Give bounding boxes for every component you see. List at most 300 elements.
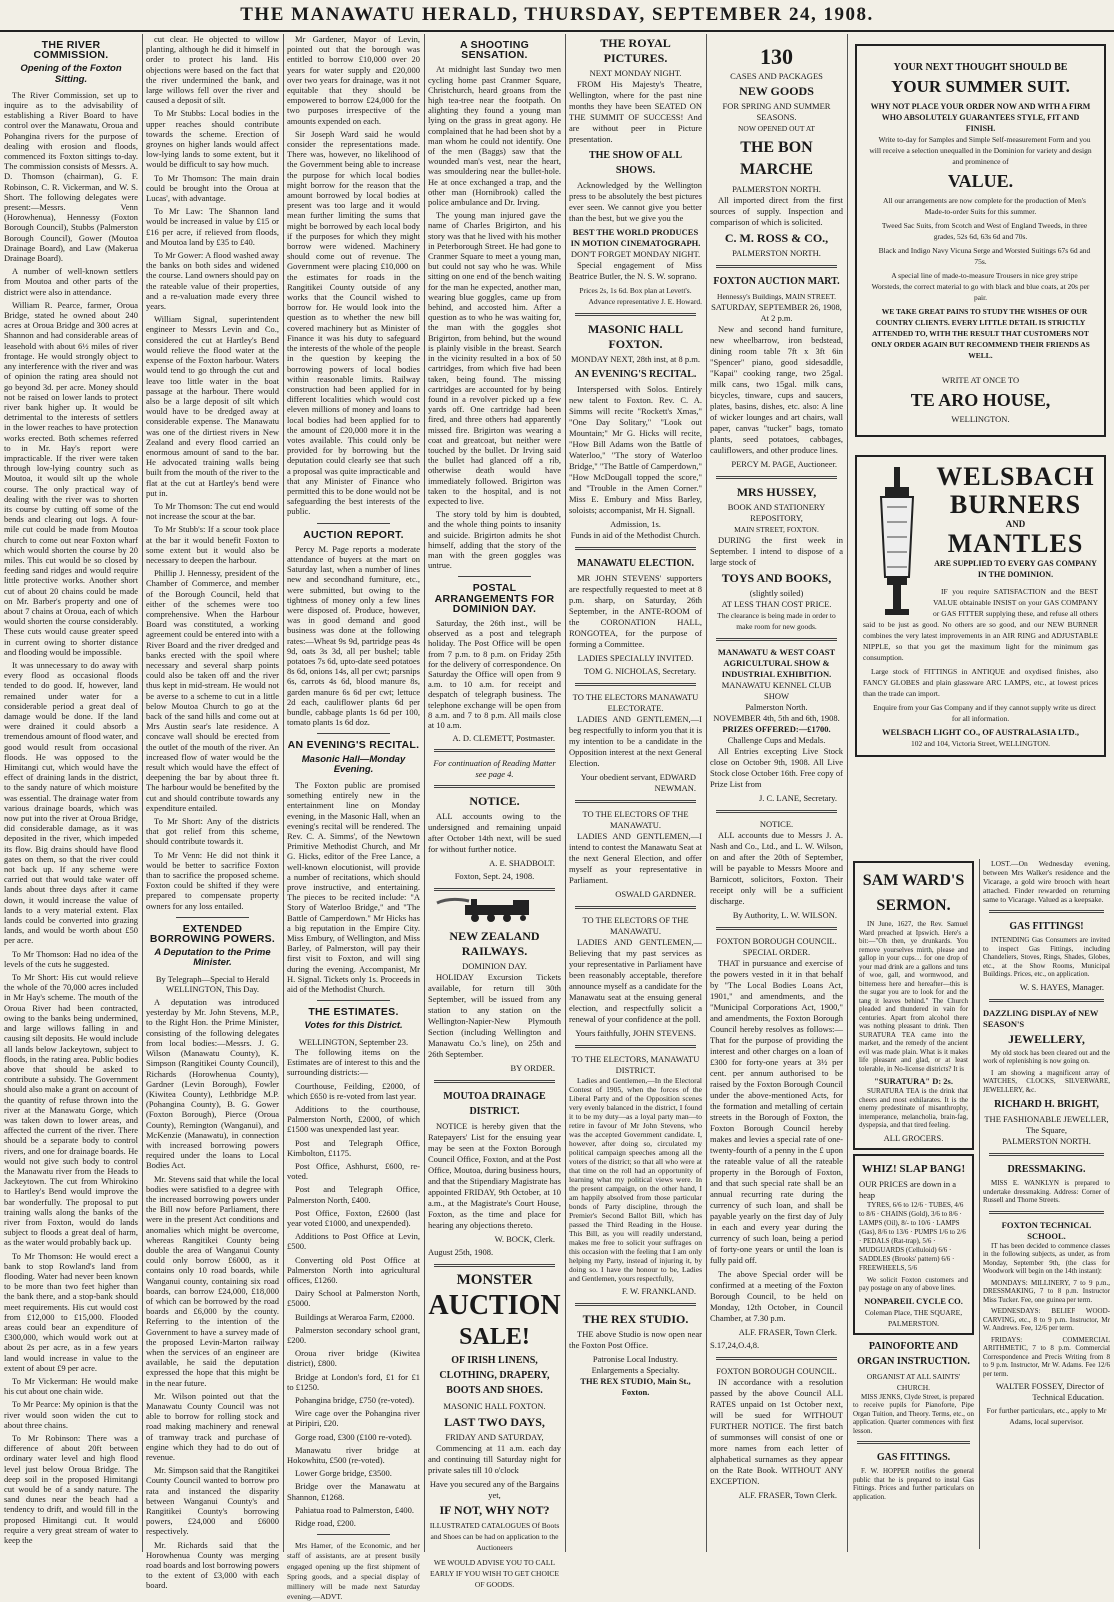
ad-line: BEST THE WORLD PRODUCES IN MOTION CINEMATOGRAPH.	[570, 227, 701, 248]
ad-body: FROM His Majesty's Theatre, Wellington, where for the past nine months they have been SEATED ON THE SUMMIT OF SUCCESS! And are without peer in Picture presentation.	[569, 79, 702, 144]
article-headline: AN EVENING'S RECITAL.	[287, 739, 420, 752]
column-rule	[424, 34, 425, 1552]
ad-line: PALMERSTON NORTH.	[1002, 1136, 1091, 1146]
article-headline: THE ESTIMATES.	[308, 1006, 399, 1019]
estimate-item: Wire cage over the Pohangina river at Piripiri, £20.	[287, 1408, 420, 1429]
paragraph: To Mr Vickerman: He would make his cut about one chain wide.	[4, 1376, 138, 1397]
separator	[317, 733, 390, 734]
moutoa-body: NOTICE is hereby given that the Ratepayers' List for the ensuing year may be seen at the Foxton Borough Council Office, Foxton, and at the Post Office, Moutoa, during business hours, and that the Stipendiary Magistrate has appointed FRIDAY, 9th October, at 10 a.m., at the Magistrate's Court House, Foxton, as the time and place for hearing any objections thereto.	[428, 1121, 561, 1231]
ad-line: TOYS AND BOOKS,	[721, 571, 832, 585]
dressmaking-ad	[983, 1162, 1110, 1205]
separator	[716, 927, 837, 930]
ad-body: IN June, 1627, the Rev. Samuel Ward preached at Ipswich. Here's a bit:—"Oh then, ye drunkards. You remove yourselves mirth, please and gallop in your cups… for one drop of your mad drink are a gallons and tuns of woe, gall, and wormwood, and bitterness here and hereafter—this is the sugar you are to look for and the tang it leaves behind." The Church pleaded and thundered in vain for centuries. Apart from alcohol there was nothing pleasant to drink. Then SURATURA TEA came into the market, and the remedy of the ancient evil was made plain. What is it makes life pleasant and glad, or at least tolerable, in No-license districts? It is	[859, 920, 968, 1073]
ad-line: LADIES SPECIALLY INVITED.	[577, 653, 694, 663]
ad-title: FOXTON AUCTION MART.	[713, 276, 840, 287]
ad-body: Write to-day for Samples and Simple Self-measurement Form and you will receive a selection unequalled in the Dominion for variety and design and prominence of	[869, 135, 1092, 166]
ad-body: Ladies and Gentlemen,—In the Electoral Contest of 1905, when the forces of the Liberal Party and of the Opposition scenes very evenly balanced in the district, I found it to be my duty—as a loyal party man—to retire in favour of Mr John Stevens, who was the accepted Government candidate. I, however, after doing so, circulated my political campaign speeches among all the voters of the district; so that all who were at that time on the roll had an opportunity of learning what my political views were. In the present campaign, on the other hand, I am happily absolved from those particular bonds of Party discipline, through the Premier's Second Ballot Bill, which has passed the Third Reading in the House. This Bill, as you will readily understand, makes me free to solicit your suffrages on this occasion with the feeling that I am only helping my Party, instead of injuring it, by doing so. I have the honour to be, Ladies and Gentlemen, yours respectfully,	[569, 1076, 702, 1283]
bon-marche-ad	[710, 46, 843, 259]
article-headline: A SHOOTING SENSATION.	[459, 39, 530, 62]
ad-body: MISS E. WANKLYN is prepared to undertake dressmaking. Address: Corner of Russell and Thorne Streets.	[983, 1179, 1110, 1204]
estimate-item: Pahiatua road to Palmerston, £400.	[295, 1504, 414, 1515]
ad-body: ALL accounts due to Messrs J. A. Nash and Co., Ltd., and L. W. Wilson, on and after the 20th of September, will be payable to Messrs Moore and Barnicott, solicitors, Foxton. Their receipt only will be a sufficient discharge.	[710, 830, 843, 906]
auction-line: IF NOT, WHY NOT?	[439, 1503, 550, 1518]
column-4	[428, 34, 561, 1590]
ad-body: MONDAYS: MILLINERY, 7 to 9 p.m., DRESSMAKING, 7 to 8 p.m. Instructor Miss Tucker. Fee, one guinea per term.	[983, 1278, 1110, 1304]
paragraph: Sir Joseph Ward said he would consider the representations made. There was, however, no likelihood of the Government being able to increase the purpose for which local bodies might borrow for the reason that the amount borrowed by local bodies at present was too large and it would mean further limiting the sums that might be borrowed by each local body if the purposes for which they might borrow were widened. Machinery should come out of revenue. The Government were placing £10,000 on the estimates for roads in the Rangitikei County outside of any works that the Council wished to borrow for. He would look into the question as to whether the new bill covered machinery but as Minister of Finance it was his duty to safeguard the interests of the whole of the people in the question by keeping the borrowing powers of local bodies within reasonable limits. Railway construction had been applied for in different localities which would cost eleven millions of money and loans to local bodies had been applied for to the amount of £20,000 more it in the votes available. This could only be provided for by borrowing but the deputation could clearly see that such a proposal was quite impracticable and that any Minister of Finance who permitted this to be done would not be safeguarding the best interests of the public.	[287, 128, 420, 517]
signature: W. S. HAYES, Manager.	[1019, 981, 1104, 992]
estimate-item: Post and Telegraph Office, Kimbolton, £1175.	[287, 1137, 420, 1158]
electors-ad	[569, 809, 702, 900]
ad-line: THE REX STUDIO, Main St., Foxton.	[580, 1376, 691, 1397]
paragraph: To Mr Law: The Shannon land would be increased in value by £15 or £16 per acre, if relieved from floods, and Moutoa land by £35 to £40.	[146, 206, 279, 247]
separator	[575, 1303, 696, 1306]
ad-line: Hennessy's Buildings, MAIN STREET.	[717, 292, 836, 301]
estimate-item: Gorge road, £300 (£100 re-voted).	[295, 1431, 412, 1442]
masthead: THE MANAWATU HERALD, THURSDAY, SEPTEMBER 24, 1908.	[0, 0, 1114, 32]
separator	[434, 888, 555, 891]
piano-ad	[853, 1339, 974, 1436]
estimate-item: Manawatu river bridge at Hokowhitu, £500 (re-voted).	[287, 1444, 420, 1465]
gas-ad	[983, 919, 1110, 993]
article-subhead: Votes for this District.	[304, 1020, 403, 1032]
electors-ad	[569, 1054, 702, 1297]
estimate-item: Oroua river bridge (Kiwitea district), £800.	[287, 1348, 420, 1369]
paragraph: A number of well-known settlers from Moutoa and other parts of the district were also in attendance.	[4, 266, 138, 297]
ad-line: RICHARD H. BRIGHT,	[994, 1099, 1099, 1110]
ad-line: GAS FITTINGS!	[1009, 921, 1084, 932]
separator	[575, 547, 696, 550]
ad-title: TO THE ELECTORS OF THE MANAWATU.	[582, 809, 689, 830]
ad-line: MANTLES	[947, 529, 1084, 558]
signature: WALTER FOSSEY, Director of Technical Education.	[995, 1381, 1104, 1402]
show-ad	[710, 647, 843, 804]
dateline-place: WELLINGTON, September 23.	[298, 1036, 409, 1047]
ad-line: DON'T FORGET MONDAY NIGHT.	[570, 249, 701, 259]
ad-line: NEW GOODS	[739, 84, 814, 98]
ad-body: LADIES AND GENTLEMEN,—Believing that my past services as your representative in Parliament have been reasonably acceptable, therefore announce myself as a candidate for the Manawatu seat at the ensuing general election, and respectfully solicit a renewal of your confidence at the poll.	[569, 937, 702, 1024]
ad-line: Coleman Place, THE SQUARE, PALMERSTON.	[864, 1307, 963, 1328]
paragraph: To Mr Short: Any of the districts that got relief from this scheme, should contribute towards it.	[146, 816, 279, 847]
estimate-item: Converting old Post Office at Palmerston North into agricultural offices, £1260.	[287, 1254, 420, 1285]
ad-line: Enlargements a Specialty.	[591, 1365, 680, 1375]
estimate-item: Lower Gorge bridge, £3500.	[295, 1468, 392, 1479]
signature: By Authority, L. W. WILSON.	[732, 910, 837, 920]
railway-body: HOLIDAY Excursion Tickets available, for return till 30th September, will be issued from any station to any station on the Wellington-Napier-New Plymouth Section (including Wellington and Manawatu Co.'s line), on 25th and 26th September.	[428, 972, 561, 1060]
auction-line: AUCTION	[428, 1290, 561, 1322]
signature: OSWALD GARDNER.	[615, 889, 696, 899]
electors-ad	[569, 692, 702, 794]
auction-line: SALE!	[459, 1324, 530, 1351]
paragraph: At midnight last Sunday two men cycling home past Cranmer Square, Christchurch, heard groans from the high tea-tree near the footpath. On alighting they found a young man lying on the grass in great agony. He complained that he had been shot by a man whom he could not identify. One of the men (Baggs) saw that the wounded man's vest, near the heart, was smouldering near the bullet-hole. He at once exchanged a trap, and the other man (Hornibrook) called the police ambulance and Dr. Irving.	[428, 64, 561, 208]
paragraph: The young man injured gave the name of Charles Brigirton, and his story was that he lived with his mother in Peterborough Street. He had gone to Cranmer Square to meet a young man, but could not say who he was. While sitting on one end of the bench waiting for the man he expected, another man, wearing blue goggles, came up from behind, and accosted him. After a question as to who he was waiting for, the man with the goggles shot Brigirton, from behind, but the wound is plainly visible in the breast. Search in the vicinity resulted in a box of 50 cartridges, from which five had been taken, being found. The missing cartridges are accounted for by being found in a revolver picked up a few yards off. One cartridge had been fired, and three others had apparently missed fire. Brigirton was wearing a coat and greatcoat, but neither were touched by the bullet. Dr Irving said the bullet had glanced off a rib, otherwise death would have immediately followed. Brigirton was taken to the hospital, and is not expected to live.	[428, 210, 561, 506]
ad-line: "SURATURA" D: 2s.	[874, 1076, 953, 1086]
lost-notice: LOST.—On Wednesday evening, between Mrs Walker's residence and the Vicarage, a gold wire brooch with heart attached. Finder rewarded on returning same to Vicarage. Valued as a keepsake.	[983, 859, 1110, 904]
royal-pictures-ad	[569, 36, 702, 307]
ad-line: THE BON MARCHE	[740, 139, 813, 178]
ad-body: I am showing a magnificent array of WATCHES, CLOCKS, SILVERWARE, JEWELLERY, &c.	[983, 1068, 1110, 1094]
paragraph: To Mr Pearce: My opinion is that the river would soon widen the cut to about three chains.	[4, 1399, 138, 1430]
auction-line: Have you secured any of the Bargains yet,	[429, 1479, 560, 1501]
auction-ad	[428, 1273, 561, 1590]
ad-title: THE REX STUDIO.	[582, 1312, 689, 1326]
ad-line: SATURDAY, SEPTEMBER 26, 1908, At 2 p.m.	[711, 302, 842, 323]
ad-line: S.17,24,O.4,8.	[710, 1340, 760, 1350]
signature: TOM G. NICHOLAS, Secretary.	[583, 666, 696, 676]
ad-body: New and second hand furniture, new wheelbarrow, iron bedstead, dining room table 7ft x 3ft 6in "Spencer" piano, good sidesaddle, "Kapai" cooking range, two 25gal. milk cans, two 15gal. milk cans, bicycles, tinware, cups and saucers, plates, basins, dishes, etc. also: A line of wicker lounges and art chairs, wall paper, canvas "tucker" bags, tomato plants, seed potatoes, cabbages, cauliflowers, and other produce lines.	[710, 324, 843, 455]
paragraph: To Mr Short: His cut would relieve the whole of the 70,000 acres included in Mr Hay's scheme. The mouth of the Oroua River had been contracted, owing to the banks being undermined, and large willows falling in and causing silt deposits. He would include all lands below Jackeytown, subject to floods, in the rating area. Public bodies above that should be asked to contribute a subsidy. The Government should also make a grant on account of the quantity of refuse thrown into the river at the Manawatu Gorge, which was taken down to lower areas, and affected the current of the river. There should be a separate body to control rivers, and one for drainage boards. He would not give such body to control the Manawatu river from the Heads to Jackeytown. The cut from Whirokino to Hartley's Bend would improve the bar wonderfully. The proposal to put training walls along the banks of the river from Foxton, would do lands subject to floods a great deal of harm, as the water would probably back up.	[4, 972, 138, 1248]
moutoa-date: August 25th, 1908.	[428, 1247, 494, 1258]
railway-ad	[428, 929, 561, 1074]
ad-body: Black and Indigo Navy Vicuna Serge and Worsted Suitings 67s 6d and 75s.	[878, 246, 1091, 266]
ad-line: 130	[760, 44, 793, 69]
railway-title: NEW ZEALAND RAILWAYS.	[449, 929, 540, 959]
ad-body: F. W. HOPPER notifies the general public that he is prepared to instal Gas Fittings. Prices and further particulars on application.	[853, 1467, 974, 1501]
paragraph: To Mr Thomson: He would erect a bank to stop Rowland's land from flooding. Water had never been known to be more than two feet higher than the bank there, and a stop-bank should meet requirements. His cut would cost from £12,000 to £15,000. Flooded areas could bear an expenditure of £300,000, which would work out at about 2s per acre, as in a few years land would increase in value to the extent of about £9 per acre.	[4, 1250, 138, 1373]
railway-engine-icon	[428, 897, 561, 925]
paragraph: Mr. Wilson pointed out that the Manawatu County Council was not able to borrow for rolling stock and road making machinery and renewal of tramway track and purchase of engine which they had to do out of revenue.	[146, 1390, 279, 1463]
ad-body: Interspersed with Solos. Entirely new talent to Foxton. Rev. C. A. Simms will recite "Rockett's Xmas," "One Day Solitary," "Look out Mountain;" Mr G. Hicks will recite, "How Bill Adams won the Battle of Waterloo," "The story of Waterloo Bridge," "The Battle of Camperdown," "How McDougall topped the score," and "Trouble in the Amen Corner." Miss E. Embury and Miss Barley, soloists; accompanist, Mr H. Signall.	[569, 384, 702, 515]
paragraph: William Signal, superintendent engineer to Messrs Levin and Co., considered the cut at Hartley's Bend would relieve the flood water at the expense of the Foxton harbour. Waters would tend to go through the cut and leave too little water in the boat passage at the harbour. There would also be a large deposit of silt which would have to be dredged away at considerable expense. The Manawatu was one of the dirtiest rivers in New Zealand and every flood carried an enormous amount of sand to the bar. He advocated training walls being built from the mouth of the river to the flat at the cut at Hartley's bend were put in.	[146, 314, 279, 498]
ad-line: MAIN STREET, FOXTON.	[734, 525, 819, 534]
ad-line: BURNERS	[949, 490, 1082, 519]
paragraph: The following items on the Estimates are of interest to this and the surrounding districts:—	[287, 1046, 420, 1078]
ad-line: NONPAREIL CYCLE CO.	[864, 1295, 963, 1306]
ad-line: C. M. ROSS & CO.,	[724, 231, 829, 245]
ad-body: LADIES AND GENTLEMEN,—I intend to contest the Manawatu Seat at the next General Election, and offer myself as your representative in Parliament.	[569, 831, 702, 885]
ad-line: AT LESS THAN COST PRICE.	[721, 599, 832, 609]
paragraph: It was unnecessary to do away with every flood as occasional floods tended to do good. If, however, land remained under water for a considerable period a great deal of damage would be done. If the land were drained it could absorb a tremendous amount of flood water, and good would result from occasional floods. He was opposed to the Himitangi cut, which would have the effect of draining lands in the district, to the sandy nature of which moisture was essential. The drainage water from various drainage boards, which was now put into the river at Oroua Bridge, did considerable damage, as it was deposited in the river, which impeded its flow. Big drains should have flood gates on them, so that the river could not back up. If any scheme were carried out that would take water off lands about three days after it came down, it would increase the value of lands to a very material extent. Flax lands could be converted into grazing lands, and would be worth about £50 per acre.	[4, 659, 138, 946]
welsbach-ad	[855, 455, 1106, 757]
ad-body: WE TAKE GREAT PAINS TO STUDY THE WISHES OF OUR COUNTRY CLIENTS. EVERY LITTLE DETAIL IS STRICTLY ATTENDED TO, WITH THE RESULT THAT CUSTOMERS NOT ONLY ORDER AGAIN BUT RECOMMEND THEIR FRIENDS AS WELL.	[871, 307, 1090, 360]
ad-line: WELSBACH LIGHT CO., OF AUSTRALASIA LTD.,	[882, 727, 1079, 737]
paragraph: cut clear. He objected to willow planting, although he did it himself in order to protect his land. His objections were based on the fact that the river undermined the bank, and large willows fell over the river and caused a deposit of silt.	[146, 34, 279, 106]
auction-line: MONSTER	[456, 1272, 533, 1289]
ad-line: THE FASHIONABLE JEWELLER,	[984, 1114, 1109, 1124]
separator	[989, 910, 1104, 913]
ad-title: TO THE ELECTORS, MANAWATU DISTRICT.	[571, 1054, 700, 1075]
ad-body: Enquire from your Gas Company and if they cannot supply write us direct for all information.	[873, 703, 1096, 723]
ad-title: THE ROYAL PICTURES.	[600, 36, 671, 65]
column-3	[287, 34, 420, 1602]
separator	[317, 1000, 390, 1001]
estimate-item: Palmerston secondary school grant, £200.	[287, 1324, 420, 1345]
column-rule	[979, 859, 980, 1549]
article-headline: EXTENDED BORROWING POWERS.	[149, 922, 276, 946]
estimate-item: Pohangina bridge, £750 (re-voted).	[295, 1394, 415, 1405]
ad-line: (slightly soiled)	[749, 588, 804, 598]
ad-line: The clearance is being made in order to make room for new goods.	[717, 611, 836, 631]
dateline-place: WELLINGTON, This Day.	[165, 983, 260, 994]
ad-body: IN accordance with a resolution passed by the above Council ALL RATES unpaid on 1st October next, will be sued for WITHOUT FURTHER NOTICE. The first batch of summonses will consist of one or more names from each letter of alphabetical surnames as they appear on the Rate Book. WITHOUT ANY EXCEPTION.	[710, 1377, 843, 1486]
article-subhead: Masonic Hall—Monday Evening.	[301, 753, 406, 775]
ad-line: Palmerston North.	[745, 702, 808, 712]
ad-line: MANAWATU KENNEL CLUB SHOW	[721, 680, 832, 701]
paragraph: Mr Gardener, Mayor of Levin, pointed out that the borough was entitled to borrow £10,000 over 20 years for water supply and £20,000 over two years for drainage, was it not equitable that they should be empowered to borrow £24,000 for the two purposes irrespective of the amounts expended on each.	[287, 34, 420, 126]
estimate-item: Ridge road, £200.	[295, 1518, 356, 1529]
signature: A. D. CLEMETT, Postmaster.	[452, 733, 555, 744]
rex-studio-ad	[569, 1312, 702, 1398]
ad-line: THE SHOW OF ALL SHOWS.	[588, 150, 683, 176]
paragraph: William R. Pearce, farmer, Oroua Bridge, stated he owned about 240 acres at Oroua Bridge and 300 acres at Shannon and had considerable areas of leasehold with about 6½ miles of river frontage. He would strongly object to any interference with the river and was of opinion the rating area should not go beyond 3d. per acre. Money should not be raised on lower lands to protect river bank higher up. It would be detrimental to the interests of settlers in the lower reaches to have protection works erected. Both schemes referred to in Mr. Hay's report were impracticable. If the river were taken through low-lying country such as Moutoa, it would silt up the whole course. The only practical way of dealing with the river was to shorten its course by cutting off some of the bends and clearing out logs. A four-mile cut could be made from Moutoa church to come out near Foxton wharf which would shorten the course by 20 miles. This cut would be so closed by feeding sand ridges and would require little protective works. Another short cut of about 20 chains could be made on Mr. Barber's property and one of about 7 chains at Oroua, each of which would shorten the course considerably. These cuts would cause greater speed in current owing to shorter distance and flooding would be impossible.	[4, 299, 138, 657]
ad-line: Advance representative J. E. Howard.	[588, 297, 702, 306]
ad-body: DURING the first week in September. I intend to dispose of a large stock of	[710, 535, 843, 567]
paragraph: Saturday, the 26th inst., will be observed as a post and telegraph holiday. The Post Office will be open from 7 p.m. to 8 p.m. on Friday 25th for the delivery of correspondence. On Saturday the Office will open from 9 a.m. to 10 a.m. for receipt and despatch of telegraph business. The telephone exchange will be open from 8 a.m. and 7 to 8 p.m. All mails close at 10 a.m.	[428, 617, 561, 730]
column-rule	[706, 34, 707, 1552]
gas-lamp-icon	[867, 467, 927, 617]
ad-body: Special engagement of Miss Beatrice Butler, the N. S. W. soprano.	[569, 260, 702, 281]
auction-line: ILLUSTRATED CATALOGUES Of Boots and Shoes can be had on application to the Auctioneers	[429, 1521, 560, 1553]
separator	[575, 906, 696, 909]
ad-body: The above Special order will be confirmed at a meeting of the Foxton Borough Council, to be held on Monday, 12th October, in Council Chamber, at 7.30 p.m.	[710, 1269, 843, 1323]
separator	[434, 785, 555, 788]
ad-line: FOXTON TECHNICAL SCHOOL.	[1001, 1219, 1092, 1241]
column-7a	[851, 859, 976, 1505]
separator	[575, 800, 696, 803]
ad-line: ORGANIST AT ALL SAINTS' CHURCH.	[866, 1371, 961, 1392]
signature: PERCY M. PAGE, Auctioneer.	[731, 459, 837, 469]
notice-ad	[428, 794, 561, 882]
ad-line: SAM WARD'S	[862, 872, 965, 889]
ad-line: Patronise Local Industry.	[592, 1354, 679, 1364]
ad-line: VALUE.	[947, 171, 1014, 191]
column-2	[146, 34, 279, 1591]
ad-line: YOUR NEXT THOUGHT SHOULD BE	[893, 62, 1068, 73]
ad-line: PALMERSTON NORTH.	[732, 248, 821, 258]
ad-line: OUR PRICES are down in a heap	[859, 1178, 957, 1200]
ad-line: YOUR SUMMER SUIT.	[891, 77, 1070, 96]
notice-body: ALL accounts owing to the undersigned and remaining unpaid after October 14th next, will be sued for without further notice.	[428, 810, 561, 854]
paragraph: To Mr Stubb's: If a scour took place at the bar it would benefit Foxton to some extent but it would also be necessary to deepen the harbour.	[146, 524, 279, 565]
ad-line: AND	[1005, 519, 1026, 529]
ad-body: IT has been decided to commence classes in the following subjects, as under, as from Monday, September 9th, (the class for Woodwork will begin on the 14th instant):	[983, 1241, 1110, 1275]
signature: Your obedient servant, EDWARD NEWMAN.	[580, 772, 696, 793]
column-5	[569, 34, 702, 1552]
paragraph: To Mr Venn: He did not think it would be better to sacrifice Foxton than to sacrifice the proposed scheme. Foxton could be shifted if they were prepared to compensate property owners for any loss entailed.	[146, 849, 279, 911]
auction-line: LAST TWO DAYS,	[444, 1415, 545, 1430]
ad-body: All imported direct from the first sources of supply. Inspection and comparison of which is solicited.	[710, 195, 843, 227]
auction-mart-ad	[710, 274, 843, 470]
ad-line: TE ARO HOUSE,	[910, 390, 1051, 410]
hussey-ad	[710, 485, 843, 632]
ad-body: WEDNESDAYS: BELIEF WOOD-CARVING, etc., 8 to 9 p.m. Instructor, Mr W. Andrews. Fee, 12/6 per term.	[983, 1307, 1110, 1332]
ad-title: NOTICE.	[759, 819, 794, 829]
separator	[989, 1211, 1104, 1214]
separator	[716, 638, 837, 641]
notice-ad	[710, 819, 843, 921]
signature: BY ORDER.	[510, 1063, 555, 1074]
article-subhead: Opening of the Foxton Sitting.	[20, 63, 122, 85]
notice-title: NOTICE.	[469, 793, 520, 808]
estimate-item: Courthouse, Feilding, £2000, of which £650 is re-voted from last year.	[287, 1080, 420, 1101]
separator	[575, 313, 696, 316]
electors-ad	[569, 915, 702, 1039]
estimate-item: Bridge at London's ford, £1 for £1 to £1250.	[287, 1371, 420, 1392]
article-headline: THE RIVER COMMISSION.	[33, 39, 109, 62]
ad-line: MONDAY NEXT, 28th inst, at 8 p.m.	[570, 354, 701, 364]
ad-line: ALL GROCERS.	[883, 1132, 944, 1143]
ad-body: My old stock has been cleared out and the work of replenishing is now going on.	[983, 1048, 1110, 1065]
estimate-item: Additions to Post Office at Levin, £500.	[287, 1231, 420, 1252]
estimate-item: Bridge over the Manawatu at Shannon, £1268.	[287, 1481, 420, 1502]
signature: W. BOCK, Clerk.	[494, 1234, 555, 1245]
paragraph: The River Commission, set up to inquire as to the advisability of establishing a River Board to have control over the Manawatu, Oroua and Pohangina rivers for the purpose of dealing with erosion and floods, commenced its Foxton sittings to-day. The commission consists of Messrs. A. D. Thomson (chairman), G. F. Robinson, C. R. Vickerman, and W. S. Short. The following delegates were present:—Messrs. Venn (Horowhenua), Hennessy (Foxton Borough Council), Stubbs (Palmerston Borough Council), Gower (Moutoa Drainage Board), and Law (Makerua Drainage Board).	[4, 89, 138, 264]
paragraph: Percy M. Page reports a moderate attendance of buyers at the mart on Saturday last, when a number of lines new and secondhand furniture, etc., were submitted, but owing to the tightness of money only a few lines were disposed of. Produce, however, was in good demand and good business was done at the following rates:—Wheat 9s 9d, partridge peas 4s 9d, oats 3s 3d, all per bushel; table potatoes 7s 6d, upto-date seed potatoes 8s 6d, onions 14s, all per cwt; parsnips 6s, carrots 4s 6d, blood manure 8s, garden manure 6s 6d per cwt; lettuce 2d each, cauliflower plants 6d per bundle, cabbage plants 1s 6d per 100, tomato plants 1s 6d doz.	[287, 543, 420, 728]
separator	[989, 1153, 1104, 1156]
ad-title: TO THE ELECTORS OF THE MANAWATU.	[582, 915, 689, 936]
ad-title: MRS HUSSEY,	[736, 485, 817, 499]
column-rule	[565, 34, 566, 1552]
auction-line: OF IRISH LINENS, CLOTHING, DRAPERY, BOOTS AND SHOES.	[439, 1355, 550, 1397]
ad-body: All our arrangements are now complete for the production of Men's Made-to-order Suits for this summer.	[883, 196, 1086, 216]
paragraph: To Mr Thomson: Had no idea of the levels of the cuts he suggested.	[4, 948, 138, 969]
signature: A. E. SHADBOLT.	[489, 857, 555, 868]
jeweller-ad	[983, 1008, 1110, 1148]
sam-ward-ad	[853, 861, 974, 1150]
paragraph: Mr. Richards said that the Horowhenua County was merging road boards and lost borrowing powers to the extent of £3,000 with each board.	[146, 1539, 279, 1591]
ad-subtitle: NEXT MONDAY NIGHT.	[589, 68, 682, 78]
advertorial: Mrs Hamer, of the Economic, and her staff of assistants, are at present busily engaged opening up the first shipment of Spring goods, and a special display of millinery will be made next Saturday evening.—ADVT.	[287, 1541, 420, 1602]
paragraph: A deputation was introduced yesterday by Mr. John Stevens, M.P., to the Right Hon. the Prime Minister, consisting of the following delegates from local bodies:—Messrs. J. G. Wilson (Manawatu County), K. Simpson (Rangitikei County Council), Richards (Horowhenua County), Gardner (Levin Borough), Fowler (Kiwitea County), Lethbridge M.P. (Pohangina County), B. G. Gower (Foxton Borough), Pierce (Oroua County), Remington (Wanganui), and McKenzie (Manawatu), in connection with increased borrowing powers required under the loans to Local Bodies Act.	[146, 997, 279, 1171]
ad-line: WHIZ! SLAP BANG!	[861, 1162, 966, 1175]
ad-title: FOXTON BOROUGH COUNCIL.	[716, 1366, 837, 1376]
column-rule	[847, 34, 848, 1552]
separator	[317, 1534, 390, 1535]
ad-body: MISS JENKS, Clyde Street, is prepared to receive pupils for Pianoforte, Pipe Organ Tuition, and Theory. Terms, etc., on application. Quarter commences with first lesson.	[853, 1392, 974, 1435]
ad-body: All Entries excepting Live Stock close on October 9th, 1908. All Live Stock close October 16th. Free copy of Prize List from	[710, 746, 843, 789]
ad-line: DRESSMAKING.	[1007, 1164, 1086, 1175]
ad-line: NOVEMBER 4th, 5th and 6th, 1908.	[713, 713, 840, 723]
ad-body: We solicit Foxton customers and pay postage on any of above lines.	[859, 1275, 968, 1292]
dateline: By Telegraph—Special to Herald	[155, 973, 270, 984]
ad-body: TYRES, 6/6 to 12/6 · TUBES, 4/6 to 8/6 · CHAINS (Gold), 3/6 to 8/6 · LAMPS (Oil), 8/- to 10/6 · LAMPS (Gas), 8/6 to 13/6 · PUMPS 1/6 to 2/6 · PEDALS (Rat-trap), 5/6 · MUDGUARDS (Celluloid) 6/6 · SADDLES (Brooks' pattern) 6/6 · FREEWHEELS, 5/6	[859, 1200, 966, 1272]
signature: Yours faithfully, JOHN STEVENS.	[575, 1028, 696, 1038]
separator	[434, 749, 555, 752]
continuation-note: For continuation of Reading Matter see page 4.	[433, 758, 556, 779]
ad-line: FOR SPRING AND SUMMER SEASONS.	[722, 101, 831, 122]
railway-subtitle: DOMINION DAY.	[462, 961, 527, 972]
ad-body: LADIES AND GENTLEMEN,—I beg respectfully to inform you that it is my intention to be a candidate in the Opposition interest at the next General Election.	[569, 714, 702, 768]
ad-line: For further particulars, etc., apply to Mr Adams, local supervisor.	[986, 1406, 1107, 1426]
ad-body: Acknowledged by the Wellington press to be absolutely the best pictures ever seen. We cannot give you better than the best, but we give you the	[569, 180, 702, 223]
moutoa-title: MOUTOA DRAINAGE DISTRICT.	[443, 1091, 546, 1118]
notice-date: Foxton, Sept. 24, 1908.	[454, 870, 535, 881]
ad-line: JEWELLERY,	[1008, 1031, 1085, 1046]
ad-line: WRITE AT ONCE TO	[941, 375, 1020, 385]
paragraph: To Mr Thomson: The main drain could be brought into the Oroua at Lucas', with advantage.	[146, 172, 279, 204]
column-rule	[283, 34, 284, 1552]
ad-body: FRIDAYS: COMMERCIAL ARITHMETIC, 7 to 8 p.m. Commercial Correspondence and Precis Writing from 8 to 9 p.m. Instructor, Mr W. Adams. Fee 12/6 per term.	[983, 1335, 1110, 1378]
separator	[458, 576, 531, 577]
article-subhead: A Deputation to the Prime Minister.	[154, 947, 271, 969]
column-1	[4, 34, 138, 1552]
borough-ad	[710, 1366, 843, 1501]
ad-title: MANAWATU & WEST COAST AGRICULTURAL SHOW & INDUSTRIAL EXHIBITION.	[717, 647, 836, 679]
ad-line: PAINOFORTE AND ORGAN INSTRUCTION.	[857, 1340, 970, 1367]
auction-line: Commencing at 11 a.m. each day and continuing till Saturday night for private sales till 10 o'clock	[428, 1443, 561, 1476]
ad-body: IF you require SATISFACTION and the BEST VALUE obtainable INSIST on your GAS COMPANY or GAS FITTER supplying these, and refuse all others said to be just as good. No others are so good, and our NEW BURNER combines the very latest improvements in an AIR RING and ADJUSTABLE NIPPLE, so that you get the maximum light for the minimum gas consumption.	[863, 587, 1098, 662]
ad-body: INTENDING Gas Consumers are invited to inspect Gas Fittings, including Chandeliers, Stoves, Rings, Shades, Globes, etc., at the Show Rooms, Municipal Buildings. Prices, etc., on application.	[983, 936, 1110, 978]
estimate-item: Post Office, Ashhurst, £600, re-voted.	[287, 1160, 420, 1182]
separator	[857, 1441, 970, 1444]
ad-title: MANAWATU ELECTION.	[576, 558, 695, 569]
paragraph: To Mr Thomson: The cut end would not increase the scour at the bar.	[146, 500, 279, 522]
ad-line: DAZZLING DISPLAY of NEW SEASON'S	[983, 1007, 1099, 1029]
separator	[716, 476, 837, 479]
ad-body: Tweed Sac Suits, from Scotch and West of England Tweeds, in three grades, 52s 6d, 63s 6d and 70s.	[881, 221, 1088, 241]
ad-title: TO THE ELECTORS MANAWATU ELECTORATE.	[572, 692, 699, 713]
ad-title: FOXTON BOROUGH COUNCIL.	[716, 936, 837, 946]
paragraph: To Mr Gower: A flood washed away the banks on both sides and widened the course. Land owners should pay on the rateable value of their properties, and a re-valuation made every three years.	[146, 250, 279, 312]
estimate-item: Buildings at Weraroa Farm, £2000.	[295, 1311, 415, 1322]
gas-fittings-ad	[853, 1450, 974, 1501]
borough-ad	[710, 936, 843, 1351]
ad-body: A special line of made-to-measure Trousers in nice grey stripe Worsteds, the correct material to go with black and blue coats, at 20s per pair.	[871, 271, 1090, 302]
ad-body: THE above Studio is now open near the Foxton Post Office.	[569, 1329, 702, 1350]
signature: F. W. FRANKLAND.	[621, 1286, 696, 1296]
ad-line: PALMERSTON NORTH.	[732, 184, 821, 194]
summer-suit-ad	[855, 44, 1106, 437]
separator	[434, 1264, 555, 1267]
column-7	[851, 34, 1110, 1552]
ad-line: ARE SUPPLIED TO EVERY GAS COMPANY IN THE DOMINION.	[934, 559, 1097, 579]
ad-line: NOW OPENED OUT AT	[737, 124, 815, 133]
ad-line: Funds in aid of the Methodist Church.	[570, 530, 701, 540]
paragraph: Mr. Stevens said that while the local bodies were satisfied to a degree with the increased borrowing powers under the Bill now before Parliament, there were in the present Act conditions and anomalies which might be overcome, whereas Rangitikei County being double the area of Wanganui County could only borrow £6000, as it contains only 10 road boards, while Wanganui county, containing six road boards, can borrow £24,000, £18,000 of which can be borrowed by the road boards and £6,000 by the county. Referring to the intention of the Government to have a survey made of the proposed Levin-Marton railway when the services of an engineer are available, he said the deputation expressed the hope that this might be in the near future.	[146, 1173, 279, 1388]
auction-line: FRIDAY AND SATURDAY,	[445, 1432, 544, 1443]
estimate-item: Post and Telegraph Office, Palmerston North, £400.	[287, 1184, 420, 1205]
separator	[575, 683, 696, 686]
separator	[317, 523, 390, 524]
separator	[716, 810, 837, 813]
ad-line: The Square,	[1025, 1125, 1068, 1135]
separator	[176, 917, 249, 918]
paragraph: To Mr Stubbs: Local bodies in the upper reaches should contribute towards the scheme. Erection of groynes on higher lands would affect low-lying lands to some extent, but it would be difficult to say how much.	[146, 108, 279, 170]
paragraph: Mr. Simpson said that the Rangitikei County Council wanted to borrow pro rata and instanced the disparity between Wanganui County's and Rangitikei County's borrowing powers, £24,000 and £6000 respectively.	[146, 1465, 279, 1537]
column-rule	[142, 34, 143, 1552]
separator	[716, 1357, 837, 1360]
auction-line: WE WOULD ADVISE YOU TO CALL EARLY IF YOU WISH TO GET CHOICE OF GOODS.	[430, 1558, 559, 1590]
ad-line: PRIZES OFFERED:—£1700.	[722, 724, 831, 734]
paragraph: To Mr Robinson: There was a difference of about 20ft between ordinary water level and high flood level just below Oroua Bridge. The deep soil in the proposed Himitangi cut would be of a sandy nature. The sand dunes near the beach had a tendency to drift, and would fill in the proposed Himitangi cut. It would require a very great stream of water to keep the	[4, 1433, 138, 1546]
ad-body: THAT in pursuance and exercise of the powers vested in it in that behalf by "The Local Bodies Loans Act, 1901," and amendments, and the "Municipal Corporations Act, 1900," and amendments, the Foxton Borough Council hereby resolves as follows:—That for the purpose of providing the interest and other charges on a loan of £300 for forty-one years at 3½ per cent. per annum authorised to be raised by the Foxton Borough Council under the above-mentioned Acts, for the formation and metalling of certain streets in the Borough of Foxton, the Foxton Borough Council hereby makes and levies a special rate of one-twenty-fourth of a penny in the £ upon the rateable value of all the rateable property in the Borough of Foxton, and that such special rate shall be an annual recurring rate during the currency of such loan, and shall be payable yearly on the first day of July in each and every year during the currency of such loan, being a period of forty-one years or until the loan is fully paid off.	[710, 958, 843, 1265]
paragraph: The Foxton public are promised something entirely new in the entertainment line on Monday evening, in the Masonic Hall, when an evening's recital will be rendered. The Rev. C. A. Simms', of the Newtown Primitive Methodist Church, and Mr G. Hicks, editor of the Free Lance, a well-known elocutionist, will provide a number of recitations, which should prove instructive, and entertaining. The pieces to be recited include: "A Story of Waterloo Bridge," and "The Battle of Camperdown." Mr Hicks has a big reputation in the Empire City. Miss Embury, of Wellington, and Miss Barley, of Palmerston, will pay their first visit to Foxton, and will sing during the evening. Accompanist, Mr H. Signal. Tickets only 1s. Proceeds in aid of the Methodist Church.	[287, 780, 420, 995]
ad-line: WELSBACH	[936, 462, 1095, 491]
ad-body: MR JOHN STEVENS' supporters are respectfully requested to meet at 8 p.m. sharp, on Saturday, 26th September, in the ANTE-ROOM of the CORONATION HALL, RONGOTEA, for the purpose of forming a Committee.	[569, 573, 702, 649]
auction-line: MASONIC HALL FOXTON.	[443, 1401, 546, 1412]
ad-line: Prices 2s, 1s 6d. Box plan at Levett's.	[579, 286, 692, 295]
ad-body: Large stock of FITTINGS in ANTIQUE and oxydised finishes, also FANCY GLOBES and plain glassware ARC LAMPS, etc., at lowest prices than the trade can import.	[863, 667, 1098, 698]
estimate-item: Additions to the courthouse, Palmerston North, £2000, of which £1500 was unexpended last year.	[287, 1103, 420, 1135]
column-6	[710, 34, 843, 1552]
signature: J. C. LANE, Secretary.	[758, 793, 837, 803]
separator	[575, 1045, 696, 1048]
estimate-item: Post Office, Foxton, £2600 (last year voted £1000, and unexpended).	[287, 1207, 420, 1228]
cycle-ad	[853, 1154, 974, 1335]
ad-line: 102 and 104, Victoria Street, WELLINGTON.	[910, 739, 1051, 748]
ad-line: Admission, 1s.	[610, 519, 661, 529]
recital-ad	[569, 322, 702, 541]
separator	[434, 1080, 555, 1083]
paragraph: Phillip J. Hennessy, president of the Chamber of Commerce, and member of the Borough Council, held that either of the schemes were too comprehensive. When the Harbour Board was constituted, a working agreement could be entered into with a River Board and the river dredged and banks erected with the spoil where necessary and several sharp points could also be taken off and the river thus kept in mid-stream. He would not be averse to a scheme to cut in a little below Moutoa Church to go at the back of the sand hills and come out at Mrs Austin sear's late residence. A concave wall should be erected from the outlet of the mouth of the river. An increased flow of water would be the result which would have the effect of deepening the bar by about three ft. The harbour would be benefited by the cut and should contribute towards any expenditure entailed.	[146, 568, 279, 813]
article-headline: POSTAL ARRANGEMENTS FOR DOMINION DAY.	[434, 582, 555, 615]
ad-line: AN EVENING'S RECITAL.	[574, 369, 697, 380]
signature: ALF. FRASER, Town Clerk.	[738, 1490, 837, 1500]
ad-line: GAS FITTINGS.	[876, 1452, 951, 1463]
signature: ALF. FRASER, Town Clerk.	[738, 1327, 837, 1337]
ad-line: Challenge Cups and Medals.	[727, 735, 826, 745]
separator	[989, 999, 1104, 1002]
column-7b	[983, 859, 1110, 1427]
